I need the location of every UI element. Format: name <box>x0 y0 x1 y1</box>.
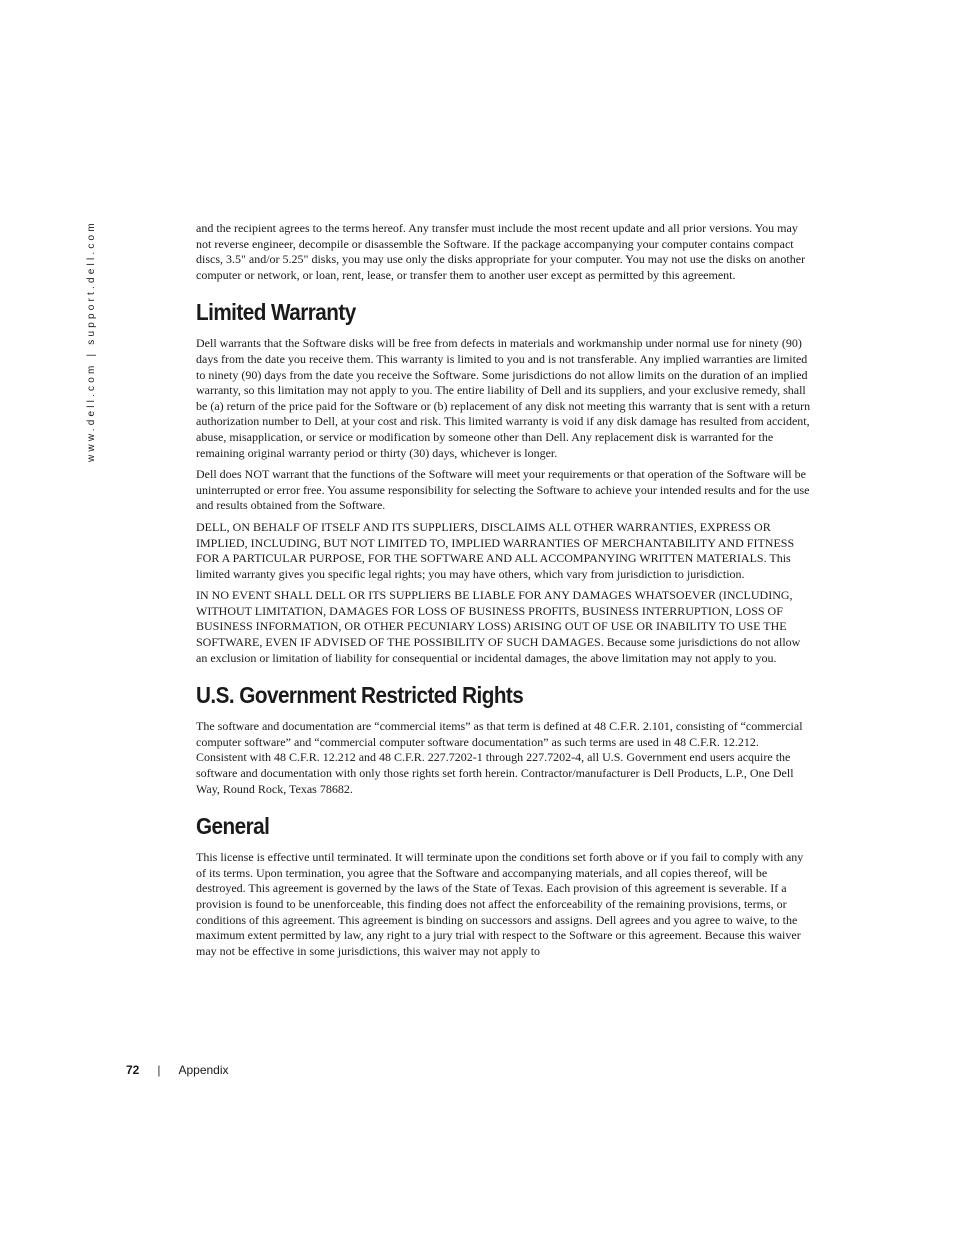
limited-warranty-heading: Limited Warranty <box>196 299 356 326</box>
footer-section: Appendix <box>178 1063 229 1077</box>
government-rights-paragraph: The software and documentation are “commercial items” as that term is defined at 48 C.F.R. 2.101, consisting of “commercial computer software” and “commercial computer software documentation” as such terms are used in 48 C.F.R. 12.212. Consistent with 48 C.F.R. 12.212 and 48 C.F.R. 227.7202-1 through 227.7202-4, all U.S. Government end users acquire the software and documentation with only those rights set forth herein. Contractor/manufacturer is Dell Products, L.P., One Dell Way, Round Rock, Texas 78682. <box>196 719 803 796</box>
limited-warranty-paragraph-2: Dell does NOT warrant that the functions of the Software will meet your requirements or that operation of the Software will be uninterrupted or error free. You assume responsibility for selecting the Software to achieve your intended results and for the use and results obtained from the Software. <box>196 467 810 513</box>
limited-warranty-paragraph-1: Dell warrants that the Software disks will be free from defects in materials and workmanship under normal use for ninety (90) days from the date you receive them. This warranty is limited to you and is not transferable. Any implied warranties are limited to ninety (90) days from the date you receive the Software. Some jurisdictions do not allow limits on the duration of an implied warranty, so this limitation may not apply to you. The entire liability of Dell and its suppliers, and your exclusive remedy, shall be (a) return of the price paid for the Software or (b) replacement of any disk not meeting this warranty that is sent with a return authorization number to Dell, at your cost and risk. This limited warranty is void if any disk damage has resulted from accident, abuse, misapplication, or service or modification by someone other than Dell. Any replacement disk is warranted for the remaining original warranty period or thirty (30) days, whichever is longer. <box>196 336 811 460</box>
page-content <box>196 221 812 965</box>
page-number: 72 <box>126 1063 140 1077</box>
footer-separator: | <box>157 1063 161 1077</box>
government-rights-heading: U.S. Government Restricted Rights <box>196 682 524 709</box>
general-heading: General <box>196 813 270 840</box>
general-paragraph: This license is effective until terminated. It will terminate upon the conditions set forth above or if you fail to comply with any of its terms. Upon termination, you agree that the Software and accompanying materials, and all copies thereof, will be destroyed. This agreement is governed by the laws of the State of Texas. Each provision of this agreement is severable. If a provision is found to be unenforceable, this finding does not affect the enforceability of the remaining provisions, terms, or conditions of this agreement. This agreement is binding on successors and assigns. Dell agrees and you agree to waive, to the maximum extent permitted by law, any right to a jury trial with respect to the Software or this agreement. Because this waiver may not be effective in some jurisdictions, this waiver may not apply to <box>196 850 804 958</box>
limited-warranty-paragraph-3: DELL, ON BEHALF OF ITSELF AND ITS SUPPLIERS, DISCLAIMS ALL OTHER WARRANTIES, EXPRESS OR IMPLIED, INCLUDING, BUT NOT LIMITED TO, IMPLIED WARRANTIES OF MERCHANTABILITY AND FITNESS FOR A PARTICULAR PURPOSE, FOR THE SOFTWARE AND ALL ACCOMPANYING WRITTEN MATERIALS. This limited warranty gives you specific legal rights; you may have others, which vary from jurisdiction to jurisdiction. <box>196 519 795 581</box>
intro-paragraph: and the recipient agrees to the terms hereof. Any transfer must include the most recent update and all prior versions. You may not reverse engineer, decompile or disassemble the Software. If the package accompanying your computer contains compact discs, 3.5" and/or 5.25" disks, you may use only the disks appropriate for your computer. You may not use the disks on another computer or network, or loan, rent, lease, or transfer them to another user except as permitted by this agreement. <box>196 221 806 282</box>
limited-warranty-paragraph-4: IN NO EVENT SHALL DELL OR ITS SUPPLIERS BE LIABLE FOR ANY DAMAGES WHATSOEVER (INCLUDING, WITHOUT LIMITATION, DAMAGES FOR LOSS OF BUSINESS PROFITS, BUSINESS INTERRUPTION, LOSS OF BUSINESS INFORMATION, OR OTHER PECUNIARY LOSS) ARISING OUT OF USE OR INABILITY TO USE THE SOFTWARE, EVEN IF ADVISED OF THE POSSIBILITY OF SUCH DAMAGES. Because some jurisdictions do not allow an exclusion or limitation of liability for consequential or incidental damages, the above limitation may not apply to you. <box>196 588 801 665</box>
page-footer <box>126 1062 229 1078</box>
sidebar-url: www.dell.com | support.dell.com <box>86 220 97 462</box>
